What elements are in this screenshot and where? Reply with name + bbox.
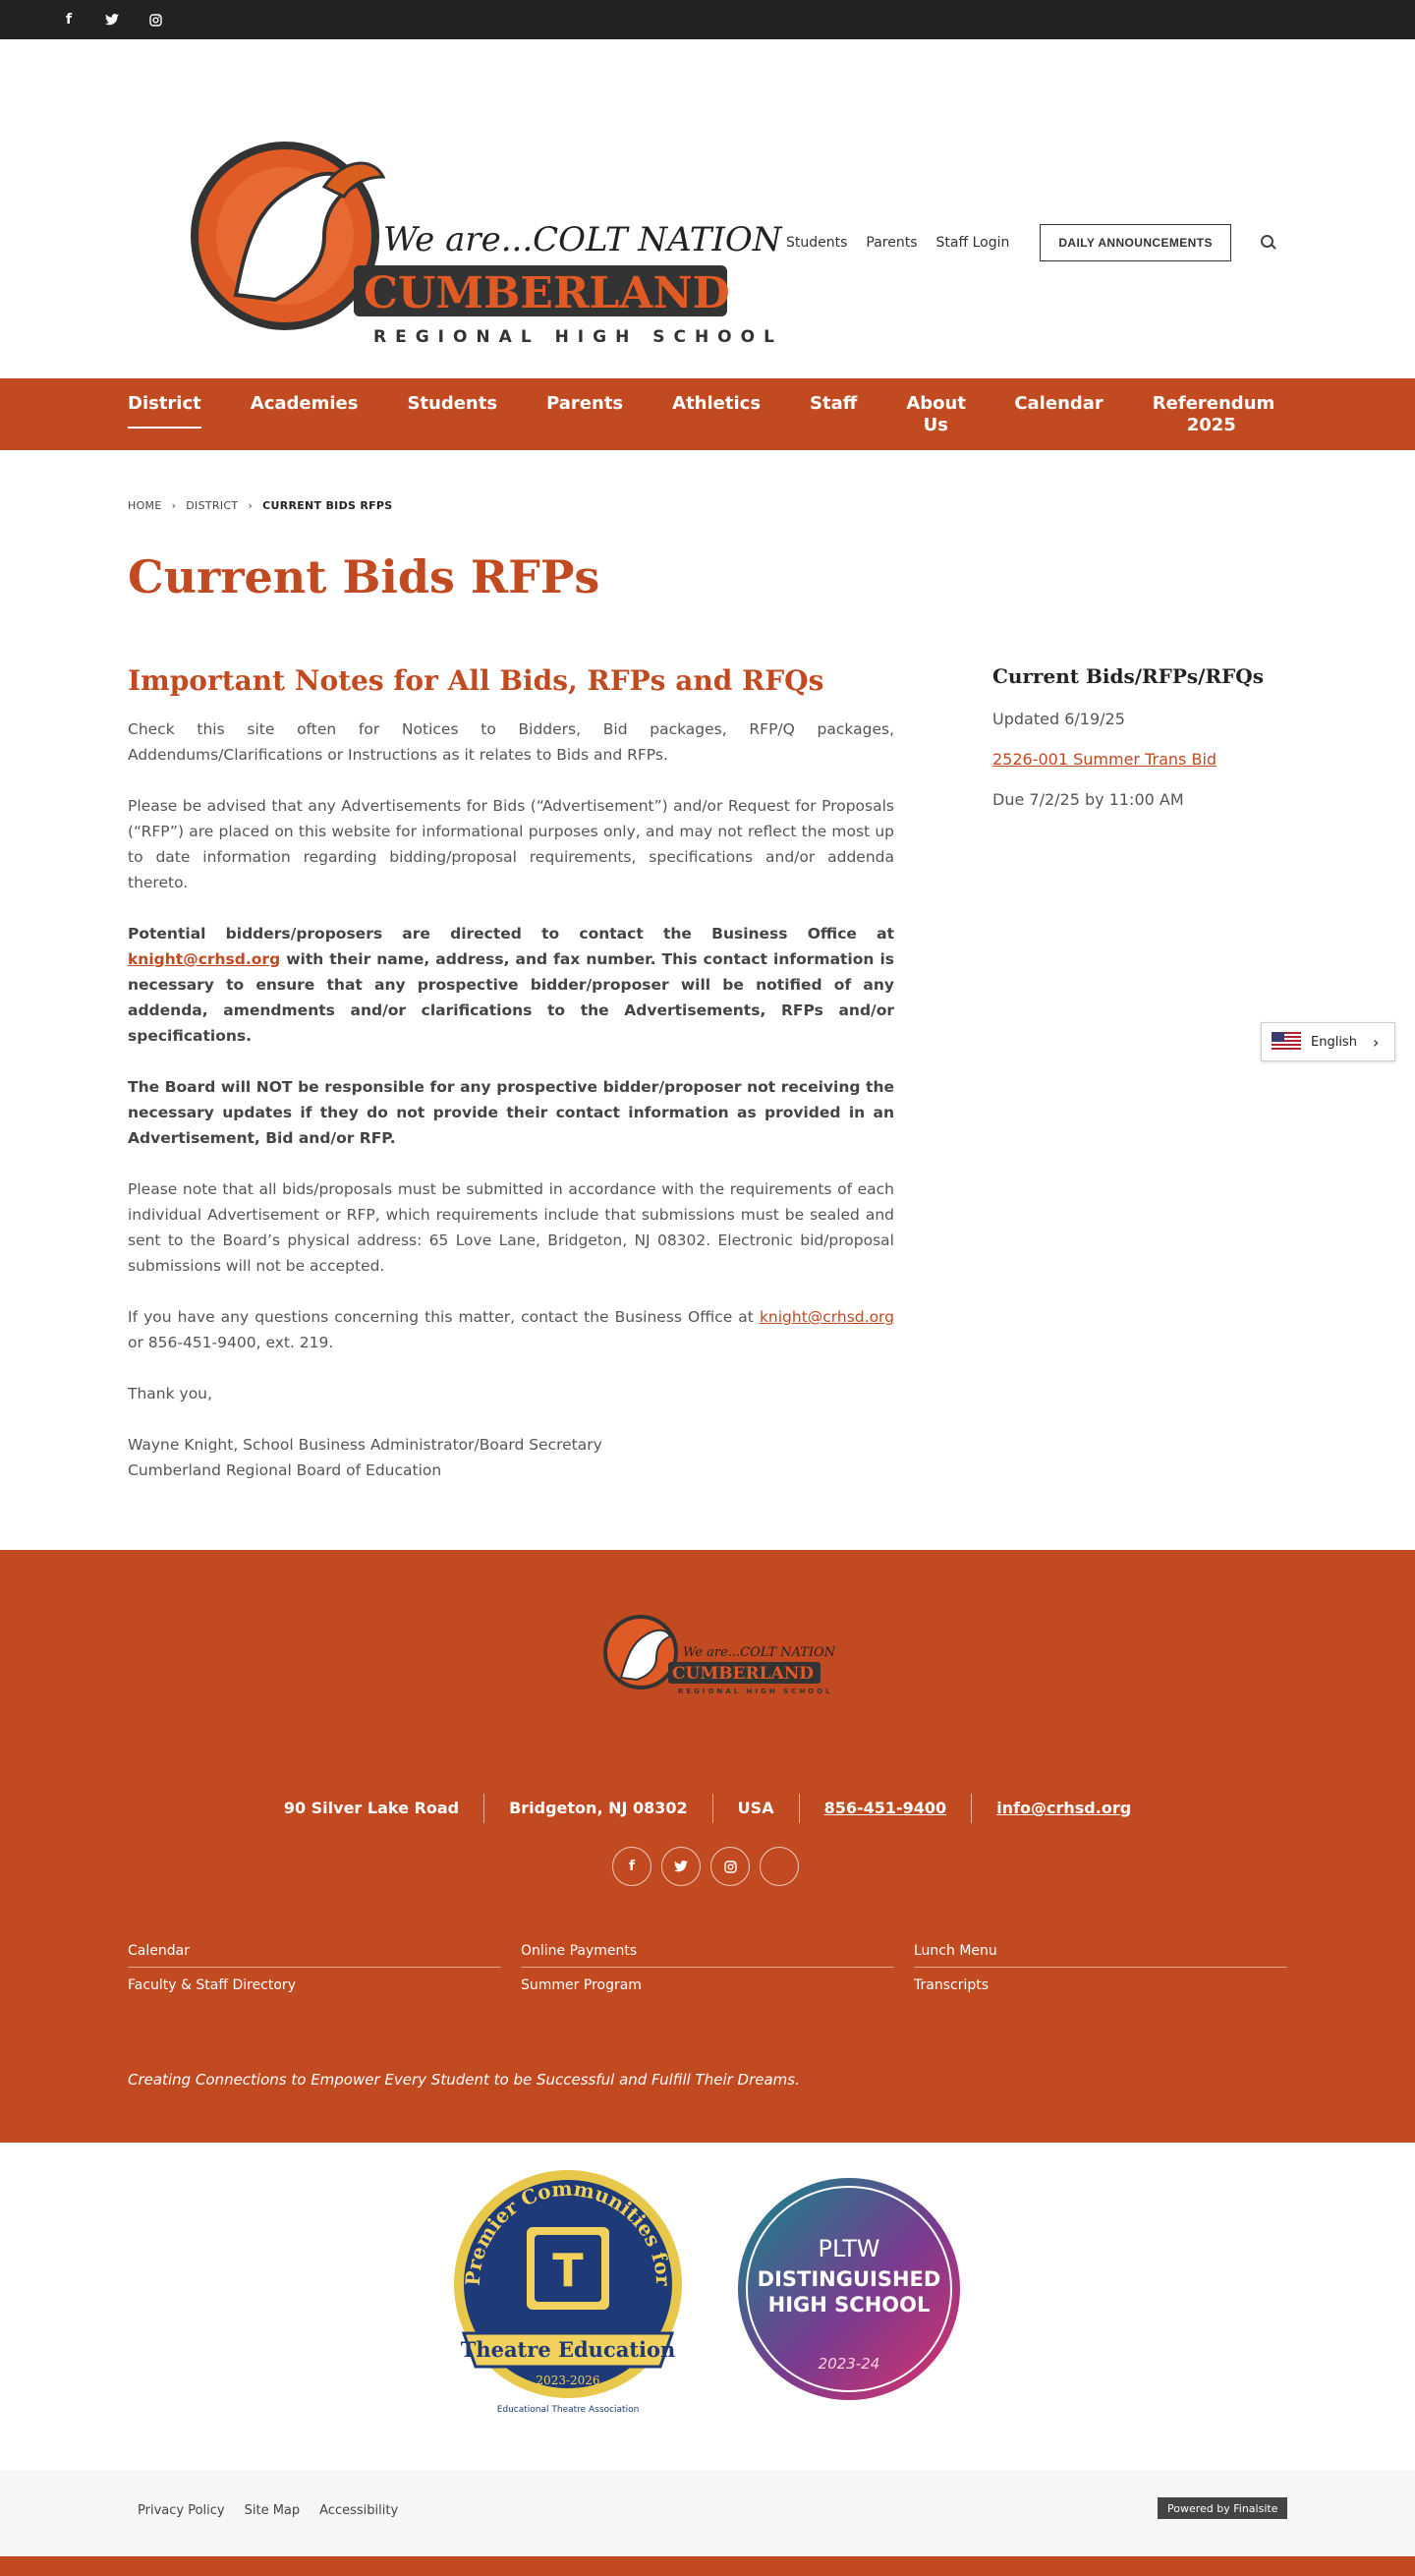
footer-logo[interactable]	[599, 1609, 836, 1697]
footer-socials	[612, 1847, 799, 1886]
site-map-link[interactable]: Site Map	[244, 2503, 301, 2518]
svg-text:Premier Communities for: Premier Communities for	[460, 2176, 676, 2287]
svg-text:We are...COLT NATION: We are...COLT NATION	[383, 220, 782, 259]
daily-announcements-button[interactable]: DAILY ANNOUNCEMENTS	[1040, 224, 1231, 261]
summer-trans-bid-link[interactable]: 2526-001 Summer Trans Bid	[992, 750, 1217, 769]
social-bar	[0, 0, 1415, 39]
footer-address	[0, 1794, 1415, 1823]
utility-link-parents[interactable]: Parents	[866, 235, 918, 251]
language-selector[interactable]	[1261, 1022, 1395, 1061]
svg-text:2023-2026: 2023-2026	[536, 2374, 600, 2387]
language-label: English	[1311, 1034, 1357, 1050]
paragraph-thanks: Thank you,	[128, 1385, 212, 1402]
paragraph-board-notice: The Board will NOT be responsible for any prospective bidder/proposer not receiving the necessary updates if they do not provide their contact information as provided in an Advertisement, Bid and/or RFP.	[128, 1078, 894, 1147]
address-country: USA	[713, 1794, 800, 1823]
footer-link-summer-program[interactable]: Summer Program	[521, 1977, 642, 1993]
questions-text-before: If you have any questions concerning this matter, contact the Business Office at	[128, 1308, 760, 1326]
search-icon[interactable]	[1261, 235, 1276, 251]
footer-phone-link[interactable]: 856-451-9400	[800, 1794, 973, 1823]
powered-by-finalsite-link[interactable]: Powered by Finalsite	[1158, 2497, 1287, 2519]
svg-text:CUMBERLAND: CUMBERLAND	[672, 1664, 815, 1684]
svg-text:PLTW: PLTW	[818, 2235, 880, 2262]
footer-email-link[interactable]: info@crhsd.org	[996, 1799, 1132, 1817]
sidebar-due-date: Due 7/2/25 by 11:00 AM	[992, 790, 1184, 809]
footer-link-directory[interactable]: Faculty & Staff Directory	[128, 1977, 296, 1993]
nav-staff[interactable]: Staff	[810, 393, 858, 414]
footer-link-calendar[interactable]: Calendar	[128, 1943, 501, 1968]
social-placeholder-icon[interactable]	[760, 1847, 799, 1886]
breadcrumb-district[interactable]: DISTRICT	[186, 499, 239, 512]
nav-parents[interactable]: Parents	[546, 393, 624, 414]
signature-line-1: Wayne Knight, School Business Administrator/Board Secretary	[128, 1436, 602, 1454]
nav-academies[interactable]: Academies	[250, 393, 359, 414]
utility-link-staff-login[interactable]: Staff Login	[935, 235, 1010, 251]
mission-statement: Creating Connections to Empower Every Student to be Successful and Fulfill Their Dreams.	[128, 2071, 800, 2089]
svg-text:DISTINGUISHED: DISTINGUISHED	[757, 2267, 941, 2291]
business-office-email-link[interactable]: knight@crhsd.org	[128, 950, 281, 968]
legal-links	[138, 2503, 398, 2518]
contact-text-before: Potential bidders/proposers are directed to contact the Business Office at	[128, 925, 894, 943]
breadcrumb	[128, 499, 393, 512]
svg-text:HIGH SCHOOL: HIGH SCHOOL	[767, 2293, 931, 2317]
breadcrumb-separator: ›	[171, 499, 177, 512]
instagram-icon[interactable]	[145, 10, 165, 29]
address-city: Bridgeton, NJ 08302	[484, 1794, 713, 1823]
questions-text-after: or 856-451-9400, ext. 219.	[128, 1334, 334, 1351]
breadcrumb-current: CURRENT BIDS RFPS	[262, 499, 393, 512]
svg-text:2023-24: 2023-24	[818, 2355, 880, 2373]
accreditation-badges	[0, 2143, 1415, 2470]
site-header	[0, 39, 1415, 378]
paragraph-check-site: Check this site often for Notices to Bidders, Bid packages, RFP/Q packages, Addendums/Clarifications or Instructions as it relates to Bids and RFPs.	[128, 720, 894, 764]
accessibility-link[interactable]: Accessibility	[319, 2503, 399, 2518]
paragraph-submission: Please note that all bids/proposals must be submitted in accordance with the requirements of each individual Advertisement or RFP, which requirements include that submissions must be sealed and sent to the Board’s physical address: 65 Love Lane, Bridgeton, NJ 08302. Electronic bid/proposal submissions will not be accepted.	[128, 1180, 894, 1275]
school-logo[interactable]	[177, 128, 783, 354]
questions-email-link[interactable]: knight@crhsd.org	[759, 1308, 894, 1326]
paragraph-advisory: Please be advised that any Advertisements for Bids (“Advertisement”) and/or Request for Proposals (“RFP”) are placed on this website for informational purposes only, and may not reflect the most up to date information regarding bidding/proposal requirements, specifications and/or addenda thereto.	[128, 797, 894, 891]
chevron-right-icon: ›	[1372, 1032, 1380, 1052]
sidebar-heading: Current Bids/RFPs/RFQs	[992, 664, 1264, 688]
main-nav	[0, 378, 1415, 450]
nav-referendum-2025[interactable]: Referendum 2025	[1152, 393, 1275, 435]
svg-text:Theatre Education: Theatre Education	[460, 2337, 676, 2362]
paragraph-contact	[128, 921, 894, 1049]
nav-calendar[interactable]: Calendar	[1014, 393, 1104, 414]
footer-link-online-payments[interactable]: Online Payments	[521, 1943, 894, 1968]
svg-text:CUMBERLAND: CUMBERLAND	[364, 268, 730, 318]
bottom-stripe	[0, 2556, 1415, 2576]
pltw-distinguished-badge[interactable]	[736, 2176, 962, 2402]
address-street: 90 Silver Lake Road	[259, 1794, 484, 1823]
utility-nav	[786, 224, 1276, 261]
breadcrumb-separator: ›	[248, 499, 254, 512]
instagram-icon[interactable]	[710, 1847, 750, 1886]
facebook-icon[interactable]: f	[65, 12, 73, 28]
utility-link-students[interactable]: Students	[786, 235, 848, 251]
svg-text:REGIONAL HIGH SCHOOL: REGIONAL HIGH SCHOOL	[678, 1688, 833, 1695]
signature-line-2: Cumberland Regional Board of Education	[128, 1461, 442, 1479]
sidebar-updated: Updated 6/19/25	[992, 710, 1125, 728]
nav-district[interactable]: District	[128, 378, 201, 415]
twitter-icon[interactable]	[102, 10, 122, 29]
bottom-bar	[0, 2470, 1415, 2556]
contact-text-after: with their name, address, and fax number. This contact information is necessary to ensure that any prospective bidder/proposer will be notified of any addenda, amendments and/or clarifications to the Advertisements, RFPs and/or specifications.	[128, 950, 894, 1045]
breadcrumb-home[interactable]: HOME	[128, 499, 162, 512]
svg-text:REGIONAL HIGH SCHOOL: REGIONAL HIGH SCHOOL	[373, 327, 783, 347]
bids-sidebar	[992, 664, 1307, 830]
page-title: Current Bids RFPs	[128, 550, 600, 603]
facebook-icon[interactable]: f	[612, 1847, 651, 1886]
svg-text:Educational Theatre Associatio: Educational Theatre Association	[496, 2405, 640, 2415]
twitter-icon[interactable]	[661, 1847, 701, 1886]
article-content	[128, 664, 894, 1483]
footer-link-transcripts[interactable]: Transcripts	[914, 1977, 990, 1993]
svg-text:T: T	[552, 2244, 584, 2297]
us-flag-icon	[1272, 1032, 1301, 1052]
nav-about-us[interactable]: About Us	[906, 393, 966, 435]
site-footer	[0, 1550, 1415, 2143]
footer-link-lunch-menu[interactable]: Lunch Menu	[914, 1943, 1287, 1968]
paragraph-questions	[128, 1304, 894, 1355]
theatre-education-badge[interactable]	[450, 2166, 686, 2416]
article-heading: Important Notes for All Bids, RFPs and RFQs	[128, 664, 824, 697]
privacy-policy-link[interactable]: Privacy Policy	[138, 2503, 225, 2518]
nav-students[interactable]: Students	[407, 393, 498, 414]
svg-text:We are...COLT NATION: We are...COLT NATION	[683, 1645, 836, 1660]
footer-links	[128, 1943, 1287, 2011]
nav-athletics[interactable]: Athletics	[672, 393, 762, 414]
